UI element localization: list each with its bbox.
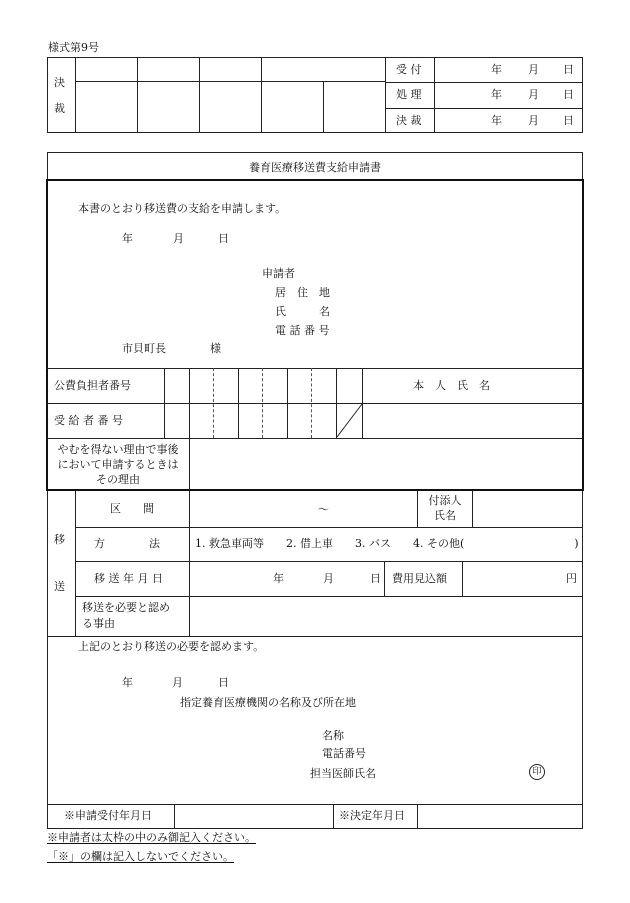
form-title: 養育医療移送費支給申請書 bbox=[249, 161, 381, 174]
section-label: 区 間 bbox=[110, 502, 154, 515]
transport-month-label: 月 bbox=[323, 572, 334, 585]
institution-name-label: 名称 bbox=[322, 729, 344, 742]
transport-label-top: 移 bbox=[54, 533, 65, 546]
application-day-label: 日 bbox=[218, 232, 229, 245]
receipt-day-label: 日 bbox=[563, 63, 574, 76]
mayor-addressee: 市貝町長 bbox=[122, 342, 166, 355]
process-label: 処 理 bbox=[396, 88, 422, 101]
attendant-label-line2: 氏名 bbox=[434, 509, 456, 522]
applicant-phone-label: 電 話 番 号 bbox=[275, 324, 330, 337]
certification-month-label: 月 bbox=[172, 676, 183, 689]
certification-year-label: 年 bbox=[122, 676, 133, 689]
received-date-label: ※申請受付年月日 bbox=[64, 809, 152, 822]
necessity-label-line2: る事由 bbox=[82, 617, 115, 630]
process-year-label: 年 bbox=[491, 88, 502, 101]
decision-day-label: 日 bbox=[563, 114, 574, 127]
application-year-label: 年 bbox=[122, 232, 133, 245]
person-name-label: 本 人 氏 名 bbox=[413, 379, 490, 392]
transport-day-label: 日 bbox=[370, 572, 381, 585]
form-number: 様式第9号 bbox=[48, 41, 99, 54]
doctor-name-label: 担当医師氏名 bbox=[310, 767, 376, 780]
decision-year-label: 年 bbox=[491, 114, 502, 127]
applicant-address-label: 居 住 地 bbox=[275, 286, 330, 299]
public-payer-label: 公費負担者番号 bbox=[54, 379, 131, 392]
process-month-label: 月 bbox=[528, 88, 539, 101]
necessity-label-line1: 移送を必要と認め bbox=[82, 601, 170, 614]
check-digit-slash bbox=[336, 403, 363, 438]
reason-label-line1: やむを得ない理由で事後 bbox=[57, 443, 179, 456]
reason-label-line3: その理由 bbox=[96, 473, 140, 486]
transport-date-label: 移 送 年 月 日 bbox=[94, 572, 163, 585]
recipient-number-label: 受 給 者 番 号 bbox=[54, 414, 123, 427]
receipt-year-label: 年 bbox=[491, 63, 502, 76]
note-asterisk: 「※」の欄は記入しないでください。 bbox=[47, 850, 234, 863]
receipt-label: 受 付 bbox=[396, 63, 422, 76]
declaration-text: 本書のとおり移送費の支給を申請します。 bbox=[78, 202, 287, 215]
method-options: 1. 救急車両等 2. 借上車 3. バス 4. その他( ) bbox=[195, 537, 579, 550]
application-month-label: 月 bbox=[173, 232, 184, 245]
decision-label: 決 裁 bbox=[396, 114, 422, 127]
process-day-label: 日 bbox=[563, 88, 574, 101]
method-label: 方 法 bbox=[94, 537, 160, 550]
reason-label-line2: において申請するときは bbox=[57, 458, 179, 471]
decision-date-label: ※決定年月日 bbox=[339, 809, 405, 822]
certification-day-label: 日 bbox=[218, 676, 229, 689]
certification-statement: 上記のとおり移送の必要を認めます。 bbox=[78, 640, 265, 653]
transport-label-bottom: 送 bbox=[54, 580, 65, 593]
cost-unit: 円 bbox=[566, 572, 577, 585]
transport-year-label: 年 bbox=[273, 572, 284, 585]
note-thick-frame: ※申請者は太枠の中のみ御記入ください。 bbox=[47, 831, 256, 844]
section-tilde: 〜 bbox=[318, 503, 329, 516]
seal-mark: 印 bbox=[529, 764, 545, 780]
approval-label-top: 決 bbox=[54, 76, 65, 89]
decision-month-label: 月 bbox=[528, 114, 539, 127]
institution-phone-label: 電話番号 bbox=[322, 747, 366, 760]
approval-label-bottom: 裁 bbox=[54, 102, 65, 115]
applicant-heading: 申請者 bbox=[262, 267, 295, 280]
institution-label: 指定養育医療機関の名称及び所在地 bbox=[180, 696, 356, 709]
cost-estimate-label: 費用見込額 bbox=[392, 572, 447, 585]
attendant-label-line1: 付添人 bbox=[428, 494, 462, 507]
applicant-name-label: 氏 名 bbox=[275, 305, 330, 318]
honorific: 様 bbox=[210, 342, 221, 355]
receipt-month-label: 月 bbox=[528, 63, 539, 76]
